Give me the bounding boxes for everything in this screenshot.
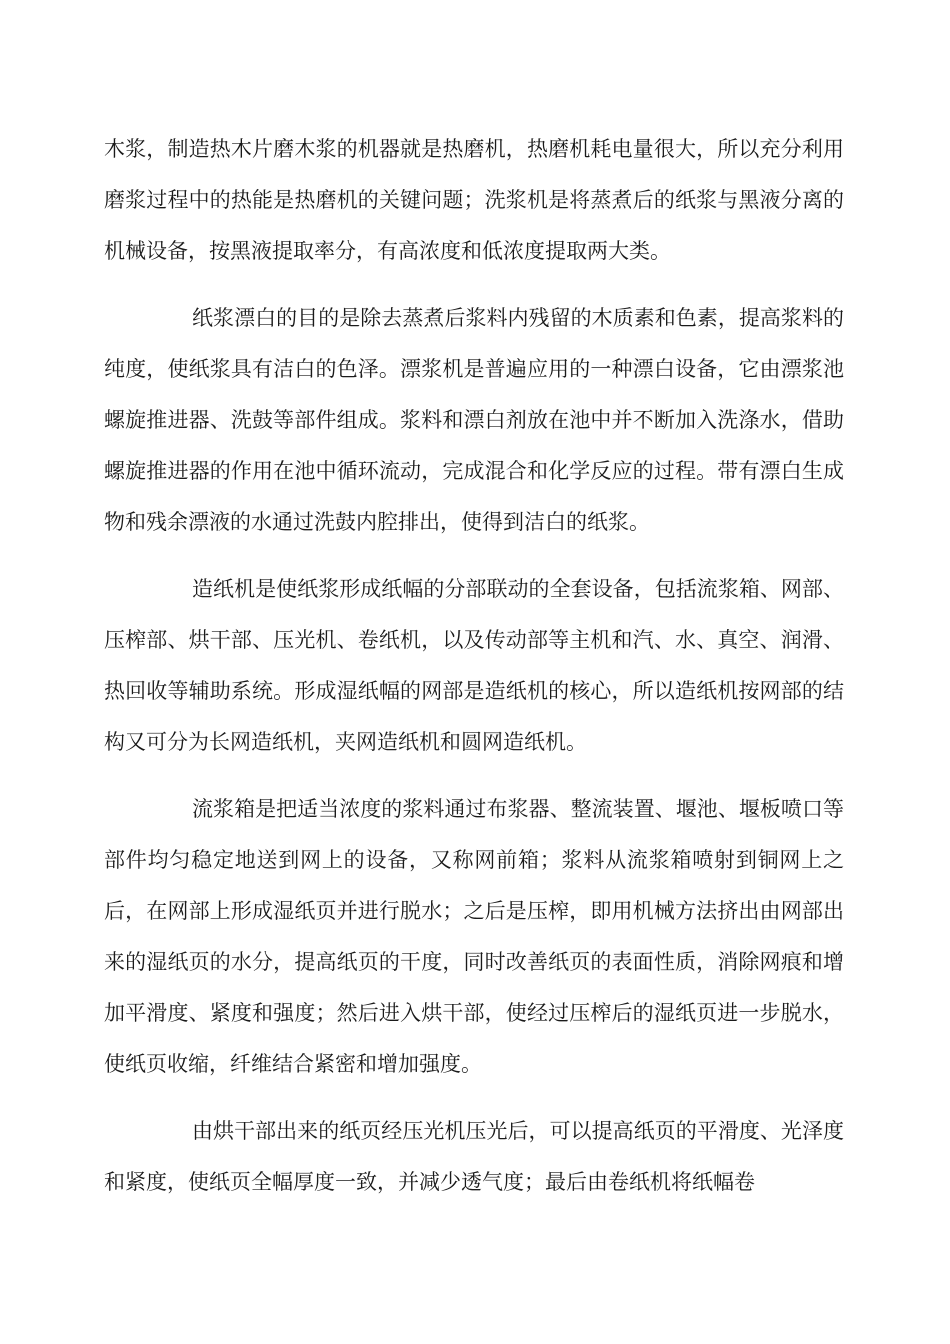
paragraph-4: 流浆箱是把适当浓度的浆料通过布浆器、整流装置、堰池、堰板喷口等部件均匀稳定地送到网上的设备，又称网前箱；浆料从流浆箱喷射到铜网上之后，在网部上形成湿纸页并进行脱水；之后是压榨，即用机械方法挤出由网部出来的湿纸页的水分，提高纸页的干度，同时改善纸页的表面性质，消除网痕和增加平滑度、紧度和强度；然后进入烘干部，使经过压榨后的湿纸页进一步脱水，使纸页收缩，纤维结合紧密和增加强度。 <box>104 797 844 1076</box>
document-page <box>104 124 844 1224</box>
paragraph-3: 造纸机是使纸浆形成纸幅的分部联动的全套设备，包括流浆箱、网部、压榨部、烘干部、压光机、卷纸机，以及传动部等主机和汽、水、真空、润滑、热回收等辅助系统。形成湿纸幅的网部是造纸机的核心，所以造纸机按网部的结构又可分为长网造纸机，夹网造纸机和圆网造纸机。 <box>104 577 844 754</box>
paragraph-5: 由烘干部出来的纸页经压光机压光后，可以提高纸页的平滑度、光泽度和紧度，使纸页全幅厚度一致，并减少透气度；最后由卷纸机将纸幅卷 <box>104 1119 844 1194</box>
paragraph-1: 木浆，制造热木片磨木浆的机器就是热磨机，热磨机耗电量很大，所以充分利用磨浆过程中的热能是热磨机的关键问题；洗浆机是将蒸煮后的纸浆与黑液分离的机械设备，按黑液提取率分，有高浓度和低浓度提取两大类。 <box>104 137 844 263</box>
paragraph-2: 纸浆漂白的目的是除去蒸煮后浆料内残留的木质素和色素，提高浆料的纯度，使纸浆具有洁白的色泽。漂浆机是普遍应用的一种漂白设备，它由漂浆池螺旋推进器、洗鼓等部件组成。浆料和漂白剂放在池中并不断加入洗涤水，借助螺旋推进器的作用在池中循环流动，完成混合和化学反应的过程。带有漂白生成物和残余漂液的水通过洗鼓内腔排出，使得到洁白的纸浆。 <box>104 306 844 534</box>
